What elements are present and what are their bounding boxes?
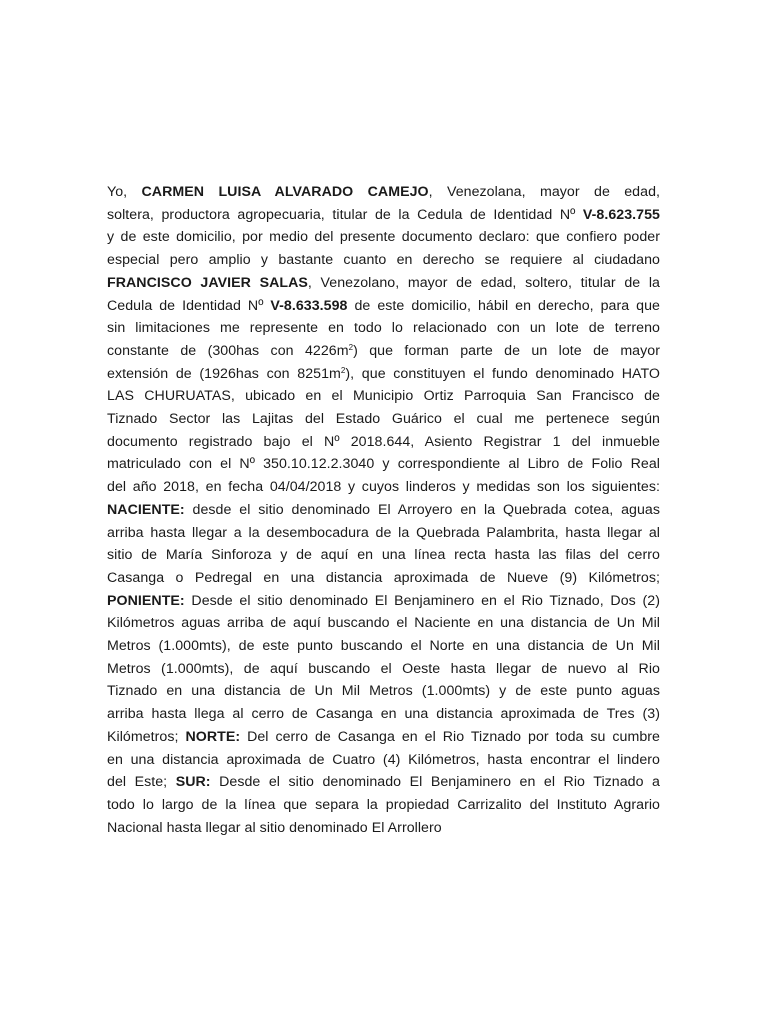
text-line: [107, 453, 660, 476]
text-run: Casanga o Pedregal en una distancia aproximada de Nueve (9) Kilómetros;: [107, 569, 660, 586]
text-run: del año 2018, en fecha 04/04/2018 y cuyos linderos y medidas son los siguientes:: [107, 479, 660, 496]
text-line: [107, 703, 660, 726]
text-run: en una distancia aproximada de Cuatro (4) Kilómetros, hasta encontrar el lindero: [107, 751, 660, 768]
bold-term: SUR:: [175, 774, 211, 791]
text-run: de este domicilio, hábil en derecho, para que: [347, 297, 660, 314]
text-line: [107, 794, 660, 817]
superscript: 2: [340, 365, 346, 375]
text-run: ) que forman parte de un lote de mayor: [353, 342, 660, 359]
text-run: soltera, productora agropecuaria, titular de la Cedula de Identidad Nº: [107, 206, 583, 223]
text-line: [107, 272, 660, 295]
text-run: Tiznado en una distancia de Un Mil Metros (1.000mts) y de este punto aguas: [107, 683, 660, 700]
text-line: [107, 680, 660, 703]
text-line: [107, 590, 660, 613]
text-line: [107, 340, 660, 363]
text-line: [107, 204, 660, 227]
text-line: [107, 612, 660, 635]
text-run: constante de (300has con 4226m: [107, 342, 349, 359]
text-run: sitio de María Sinforoza y de aquí en una línea recta hasta las filas del cerro: [107, 547, 660, 564]
text-line: [107, 726, 660, 749]
text-line: [107, 544, 660, 567]
text-run: Cedula de Identidad Nº: [107, 297, 271, 314]
text-line: [107, 499, 660, 522]
text-line: [107, 817, 660, 840]
text-run: , Venezolano, mayor de edad, soltero, titular de la: [307, 274, 660, 291]
text-run: Nacional hasta llegar al sitio denominado El Arrollero: [107, 819, 442, 836]
bold-term: V-8.623.755: [582, 206, 660, 223]
text-run: Metros (1.000mts), de este punto buscando el Norte en una distancia de Un Mil: [107, 638, 660, 655]
superscript: 2: [348, 342, 354, 352]
text-run: extensión de (1926has con 8251m: [107, 365, 341, 382]
power-of-attorney-text: [107, 181, 660, 839]
text-line: [107, 363, 660, 386]
text-line: [107, 431, 660, 454]
text-line: [107, 749, 660, 772]
text-run: , Venezolana, mayor de edad,: [428, 184, 660, 200]
text-line: [107, 295, 660, 318]
bold-term: FRANCISCO JAVIER SALAS: [107, 274, 308, 291]
text-run: Kilómetros aguas arriba de aquí buscando el Naciente en una distancia de Un Mil: [107, 615, 660, 632]
text-run: Tiznado Sector las Lajitas del Estado Guárico el cual me pertenece según: [107, 411, 660, 428]
text-line: [107, 408, 660, 431]
text-run: desde el sitio denominado El Arroyero en la Quebrada cotea, aguas: [184, 501, 660, 518]
text-line: [107, 226, 660, 249]
text-run: y de este domicilio, por medio del presente documento declaro: que confiero poder: [107, 229, 660, 246]
text-run: ), que constituyen el fundo denominado HATO: [345, 365, 660, 382]
text-run: especial pero amplio y bastante cuanto en derecho se requiere al ciudadano: [107, 252, 660, 269]
text-run: del Este;: [107, 774, 176, 791]
text-run: arriba hasta llegar a la desembocadura de la Quebrada Palambrita, hasta llegar al: [107, 524, 660, 541]
text-run: Yo,: [107, 184, 142, 200]
text-run: sin limitaciones me represente en todo lo relacionado con un lote de terreno: [107, 320, 660, 337]
text-line: [107, 635, 660, 658]
text-line: [107, 771, 660, 794]
text-line: [107, 181, 660, 204]
bold-term: CARMEN LUISA ALVARADO CAMEJO: [141, 184, 429, 200]
text-run: todo lo largo de la línea que separa la propiedad Carrizalito del Instituto Agrario: [107, 796, 660, 813]
text-line: [107, 567, 660, 590]
text-run: arriba hasta llega al cerro de Casanga en una distancia aproximada de Tres (3): [107, 706, 660, 723]
text-run: Metros (1.000mts), de aquí buscando el Oeste hasta llegar de nuevo al Rio: [107, 660, 660, 677]
text-run: documento registrado bajo el Nº 2018.644, Asiento Registrar 1 del inmueble: [107, 433, 660, 450]
text-run: Kilómetros;: [107, 728, 186, 745]
text-line: [107, 476, 660, 499]
text-line: [107, 658, 660, 681]
text-run: Desde el sitio denominado El Benjaminero en el Rio Tiznado, Dos (2): [184, 592, 660, 609]
text-line: [107, 249, 660, 272]
text-line: [107, 385, 660, 408]
text-run: Desde el sitio denominado El Benjaminero en el Rio Tiznado a: [210, 774, 660, 791]
text-run: LAS CHURUATAS, ubicado en el Municipio Ortiz Parroquia San Francisco de: [107, 388, 660, 405]
text-run: Del cerro de Casanga en el Rio Tiznado por toda su cumbre: [240, 728, 661, 745]
text-run: matriculado con el Nº 350.10.12.2.3040 y correspondiente al Libro de Folio Real: [107, 456, 660, 473]
bold-term: NORTE:: [185, 728, 241, 745]
bold-term: V-8.633.598: [270, 297, 348, 314]
text-line: [107, 317, 660, 340]
text-line: [107, 522, 660, 545]
bold-term: NACIENTE:: [107, 501, 185, 518]
bold-term: PONIENTE:: [107, 592, 185, 609]
